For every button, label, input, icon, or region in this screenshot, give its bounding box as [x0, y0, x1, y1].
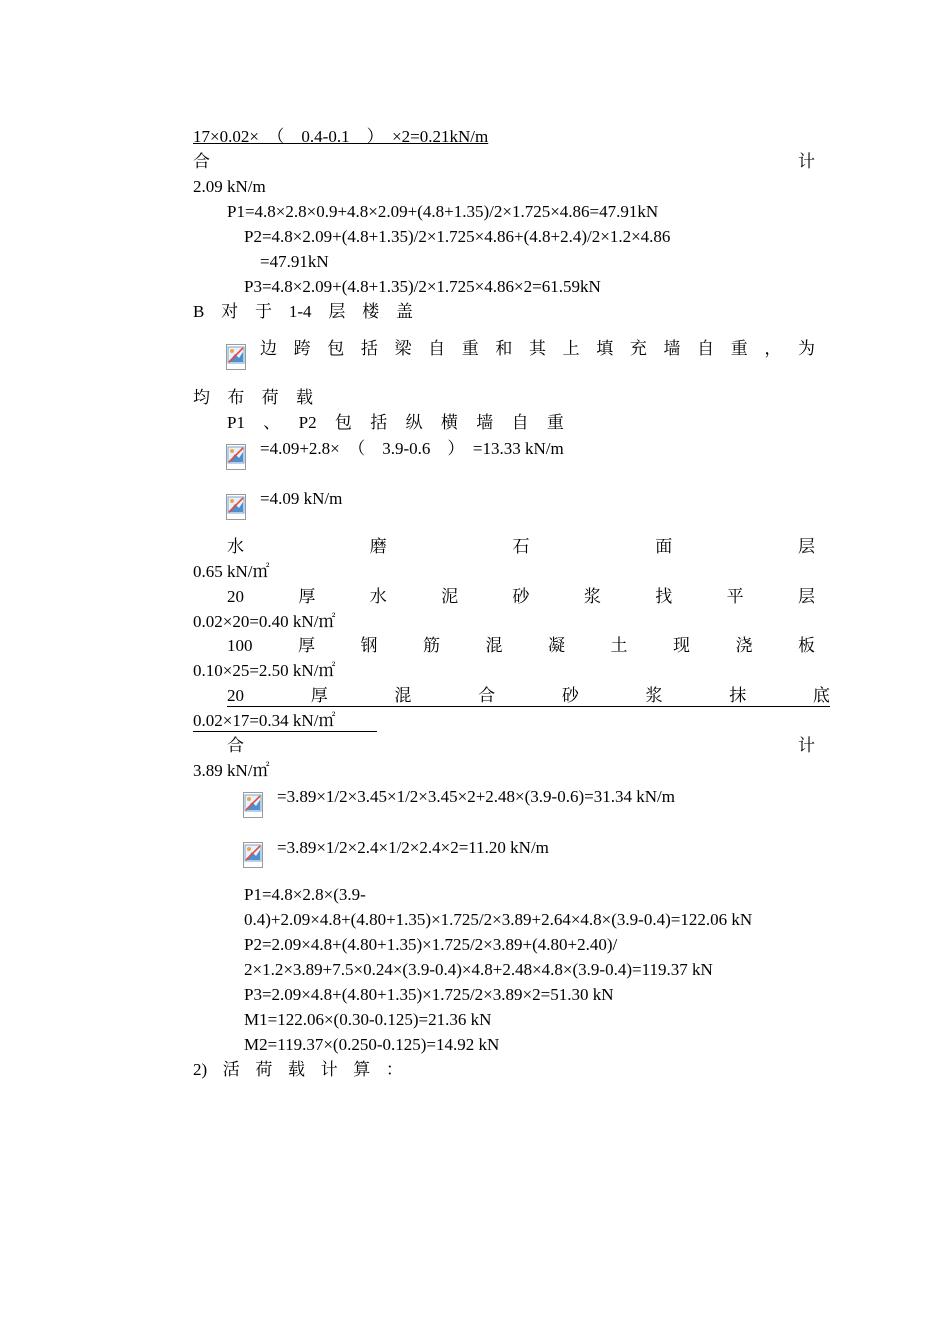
desc-char: 现	[673, 636, 690, 655]
desc-char: 边	[260, 339, 277, 358]
desc-char: 合	[478, 686, 496, 705]
desc-char: 重	[546, 413, 564, 432]
desc-char: 厚	[298, 636, 315, 655]
desc-char: 泥	[441, 587, 459, 606]
line-total-value-1: 2.09 kN/m	[193, 177, 266, 196]
desc-char: 充	[629, 339, 647, 358]
desc-char: 凝	[548, 636, 565, 655]
desc-char: 土	[610, 636, 628, 655]
desc-char: 均	[193, 388, 210, 407]
line-m2: M2=119.37×(0.250-0.125)=14.92 kN	[244, 1035, 500, 1054]
desc-char: 梁	[394, 339, 412, 358]
line-terrazzo-value: 0.65 kN/㎡	[193, 562, 270, 581]
desc-char: 找	[655, 587, 673, 606]
desc-char: 20	[227, 686, 244, 705]
desc-char: 板	[798, 636, 815, 655]
desc-char: 填	[596, 339, 614, 358]
line-p2-roof: P2=4.8×2.09+(4.8+1.35)/2×1.725×4.86+(4.8+2.4)/2×1.2×4.86	[244, 227, 671, 246]
desc-char: 筋	[423, 636, 440, 655]
line-mixed-mortar	[227, 685, 830, 707]
desc-char: 纵	[405, 413, 423, 432]
line-q2-formula: =3.89×1/2×2.4×1/2×2.4×2=11.20 kN/m	[277, 838, 549, 857]
line-rc-slab	[227, 635, 815, 657]
heading-char: 荷	[255, 1060, 273, 1079]
line-p1-roof: P1=4.8×2.8×0.9+4.8×2.09+(4.8+1.35)/2×1.725×4.86=47.91kN	[227, 202, 659, 221]
line-g2-formula: =4.09 kN/m	[260, 489, 343, 508]
line-p3-roof: P3=4.8×2.09+(4.8+1.35)/2×1.725×4.86×2=61.59kN	[244, 277, 601, 296]
line-edge-span-desc	[260, 338, 815, 360]
heading-char: B	[193, 302, 205, 321]
desc-char: 浇	[735, 636, 753, 655]
desc-char: 水	[227, 537, 244, 556]
desc-char: 重	[730, 339, 748, 358]
desc-char: 荷	[261, 388, 279, 407]
heading-char: 算	[353, 1060, 371, 1079]
line-p1-floor-a: P1=4.8×2.8×(3.9-	[244, 885, 366, 904]
desc-char: 自	[697, 339, 715, 358]
heading-char: 1-4	[288, 302, 312, 321]
line-uniform-load	[193, 387, 313, 409]
heading-char: 楼	[362, 302, 380, 321]
desc-char: 钢	[360, 636, 378, 655]
line-mortar-screed	[227, 586, 815, 608]
desc-char: 重	[461, 339, 479, 358]
broken-image-icon	[226, 494, 246, 520]
total-label-he: 合	[193, 152, 210, 171]
heading-char: 于	[255, 302, 272, 321]
line-mixed-mortar-value: 0.02×17=0.34 kN/㎡	[193, 710, 377, 732]
desc-char: 100	[227, 636, 253, 655]
desc-char: 和	[495, 339, 513, 358]
desc-char: P2	[298, 413, 317, 432]
desc-char: 自	[511, 413, 529, 432]
line-p2-roof-result: =47.91kN	[260, 252, 329, 271]
desc-char: 石	[512, 537, 530, 556]
line-p2-floor-b: 2×1.2×3.89+7.5×0.24×(3.9-0.4)×4.8+2.48×4.8×(3.9-0.4)=119.37 kN	[244, 960, 713, 979]
heading-char: ：	[385, 1060, 403, 1079]
desc-char: 为	[798, 339, 815, 358]
total-label-ji: 计	[798, 152, 815, 171]
heading-char: 载	[288, 1060, 306, 1079]
heading-floors-1-4	[193, 301, 413, 323]
total-label-he: 合	[227, 736, 244, 755]
desc-char: 砂	[561, 686, 579, 705]
broken-image-icon	[226, 444, 246, 470]
desc-char: 平	[726, 587, 744, 606]
desc-char: 混	[394, 686, 412, 705]
desc-char: 层	[798, 537, 815, 556]
desc-char: 上	[562, 339, 580, 358]
desc-char: 载	[295, 388, 313, 407]
total-label-ji: 计	[798, 736, 815, 755]
heading-char: 活	[222, 1060, 240, 1079]
desc-char: 面	[655, 537, 673, 556]
desc-char: P1	[227, 413, 245, 432]
desc-char: 浆	[645, 686, 663, 705]
heading-char: 盖	[395, 302, 413, 321]
line-p1-p2-desc	[227, 412, 564, 434]
desc-char: 包	[334, 413, 352, 432]
desc-char: 跨	[293, 339, 311, 358]
heading-char: 2)	[193, 1060, 208, 1079]
line-total-1	[193, 151, 815, 173]
broken-image-icon	[226, 344, 246, 370]
desc-char: 包	[327, 339, 345, 358]
line-total-2	[227, 735, 815, 757]
desc-char: 层	[798, 587, 815, 606]
desc-char: 厚	[298, 587, 316, 606]
desc-char: 、	[263, 413, 281, 432]
line-mortar-screed-value: 0.02×20=0.40 kN/㎡	[193, 612, 336, 631]
desc-char: 横	[440, 413, 458, 432]
desc-char: 其	[529, 339, 546, 358]
broken-image-icon	[243, 842, 263, 868]
desc-char: 底	[812, 686, 830, 705]
desc-char: 墙	[663, 339, 681, 358]
desc-char: 浆	[583, 587, 601, 606]
desc-char: 抹	[729, 686, 747, 705]
line-g1-formula: =4.09+2.8× （ 3.9-0.6 ） =13.33 kN/m	[260, 439, 564, 458]
heading-char: 层	[328, 302, 346, 321]
line-beam-plaster: 17×0.02× （ 0.4-0.1 ） ×2=0.21kN/m	[193, 127, 489, 146]
desc-char: 20	[227, 587, 244, 606]
line-m1: M1=122.06×(0.30-0.125)=21.36 kN	[244, 1010, 492, 1029]
line-p2-floor-a: P2=2.09×4.8+(4.80+1.35)×1.725/2×3.89+(4.80+2.40)/	[244, 935, 618, 954]
heading-live-load	[193, 1059, 403, 1081]
line-p1-floor-b: 0.4)+2.09×4.8+(4.80+1.35)×1.725/2×3.89+2.64×4.8×(3.9-0.4)=122.06 kN	[244, 910, 753, 929]
line-terrazzo	[227, 536, 815, 558]
desc-char: 布	[227, 388, 245, 407]
line-total-value-2: 3.89 kN/㎡	[193, 761, 270, 780]
line-rc-slab-value: 0.10×25=2.50 kN/㎡	[193, 661, 336, 680]
desc-char: 括	[360, 339, 378, 358]
heading-char: 计	[320, 1060, 338, 1079]
desc-char: ，	[764, 339, 782, 358]
desc-char: 墙	[476, 413, 494, 432]
desc-char: 水	[369, 587, 387, 606]
desc-char: 砂	[512, 587, 530, 606]
heading-char: 对	[221, 302, 239, 321]
line-p3-floor: P3=2.09×4.8+(4.80+1.35)×1.725/2×3.89×2=51.30 kN	[244, 985, 614, 1004]
broken-image-icon	[243, 792, 263, 818]
desc-char: 自	[428, 339, 446, 358]
desc-char: 括	[370, 413, 388, 432]
line-q1-formula: =3.89×1/2×3.45×1/2×3.45×2+2.48×(3.9-0.6)=31.34 kN/m	[277, 787, 675, 806]
desc-char: 混	[485, 636, 503, 655]
desc-char: 厚	[310, 686, 328, 705]
desc-char: 磨	[369, 537, 387, 556]
